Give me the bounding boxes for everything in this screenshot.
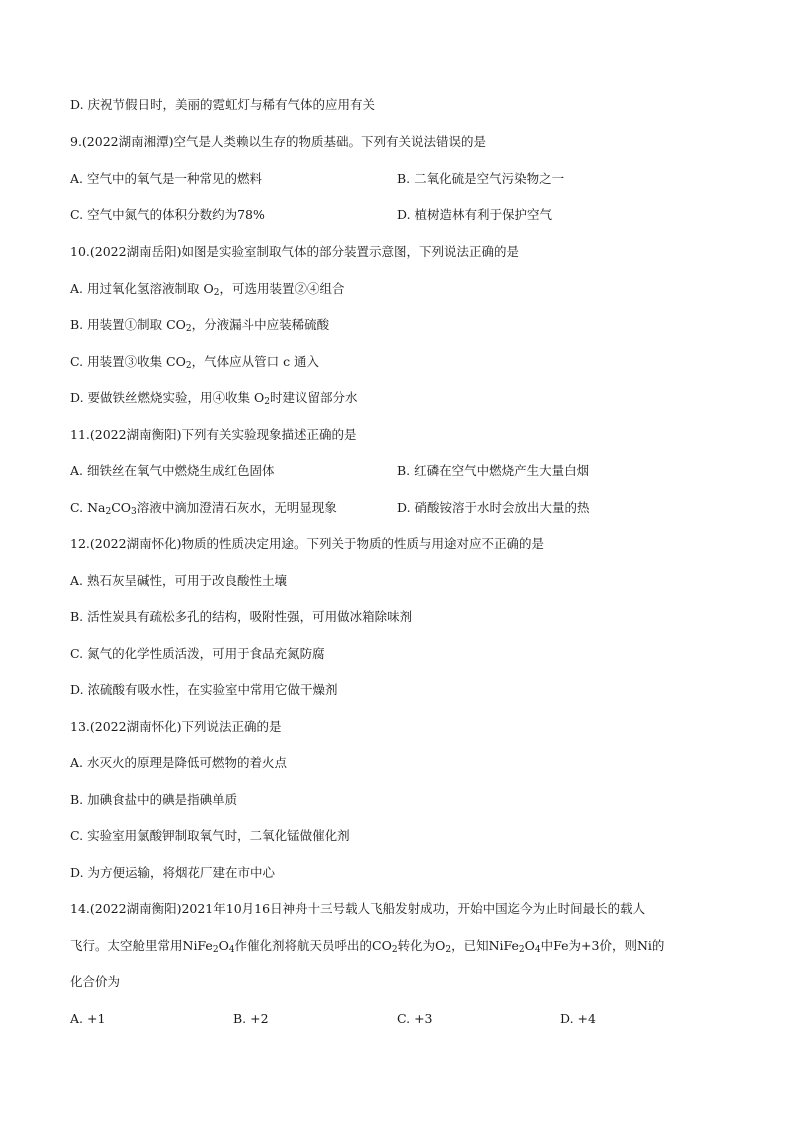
q11-option-a: A. 细铁丝在氧气中燃烧生成红色固体 — [70, 463, 275, 478]
q9-option-c: C. 空气中氮气的体积分数约为78% — [70, 207, 265, 222]
q14-option-b: B. +2 — [233, 1011, 269, 1026]
q11-option-c: C. $Na_2CO_3$溶液中滴加澄清石灰水，无明显现象 — [70, 500, 337, 517]
q10-option-c: C. 用装置③收集 $CO_2$，气体应从管口 c 通入 — [70, 354, 320, 371]
q12-option-c: C. 氮气的化学性质活泼，可用于食品充氮防腐 — [70, 646, 325, 661]
q14-stem-line-3: 化合价为 — [70, 974, 121, 989]
q12-option-b: B. 活性炭具有疏松多孔的结构，吸附性强，可用做冰箱除味剂 — [70, 609, 413, 624]
q9-option-a: A. 空气中的氧气是一种常见的燃料 — [70, 171, 262, 186]
q10-option-d: D. 要做铁丝燃烧实验，用④收集 $O_2$时建议留部分水 — [70, 390, 358, 407]
q14-option-d: D. +4 — [560, 1011, 596, 1026]
q11-option-b: B. 红磷在空气中燃烧产生大量白烟 — [397, 463, 590, 478]
q12-option-a: A. 熟石灰呈碱性，可用于改良酸性土壤 — [70, 573, 287, 588]
q13-option-b: B. 加碘食盐中的碘是指碘单质 — [70, 792, 238, 807]
q10-option-a: A. 用过氧化氢溶液制取 $O_2$，可选用装置②④组合 — [70, 281, 345, 298]
q12-option-d: D. 浓硫酸有吸水性，在实验室中常用它做干燥剂 — [70, 682, 338, 697]
q10-stem: 10.(2022湖南岳阳)如图是实验室制取气体的部分装置示意图，下列说法正确的是 — [70, 244, 519, 259]
q14-option-a: A. +1 — [70, 1011, 106, 1026]
q9-stem: 9.(2022湖南湘潭)空气是人类赖以生存的物质基础。下列有关说法错误的是 — [70, 134, 486, 149]
q11-option-d: D. 硝酸铵溶于水时会放出大量的热 — [397, 500, 590, 515]
q14-stem-line-2: 飞行。太空舱里常用$NiFe_2O_4$作催化剂将航天员呼出的$CO_2$转化为$O_2$，已知$NiFe_2O_4$中Fe为+3价，则Ni的 — [70, 938, 665, 955]
q13-option-a: A. 水灭火的原理是降低可燃物的着火点 — [70, 755, 287, 770]
q8-option-d: D. 庆祝节假日时，美丽的霓虹灯与稀有气体的应用有关 — [70, 97, 376, 112]
q13-stem: 13.(2022湖南怀化)下列说法正确的是 — [70, 719, 282, 734]
q14-option-c: C. +3 — [397, 1011, 433, 1026]
q11-stem: 11.(2022湖南衡阳)下列有关实验现象描述正确的是 — [70, 427, 357, 442]
q13-option-c: C. 实验室用氯酸钾制取氧气时，二氧化锰做催化剂 — [70, 828, 350, 843]
q13-option-d: D. 为方便运输，将烟花厂建在市中心 — [70, 865, 276, 880]
q9-option-d: D. 植树造林有利于保护空气 — [397, 207, 553, 222]
q12-stem: 12.(2022湖南怀化)物质的性质决定用途。下列关于物质的性质与用途对应不正确的是 — [70, 536, 544, 551]
q9-option-b: B. 二氧化硫是空气污染物之一 — [397, 171, 565, 186]
q14-stem-line-1: 14.(2022湖南衡阳)2021年10月16日神舟十三号载人飞船发射成功，开始中国迄今为止时间最长的载人 — [70, 901, 646, 916]
q10-option-b: B. 用装置①制取 $CO_2$，分液漏斗中应装稀硫酸 — [70, 317, 330, 334]
